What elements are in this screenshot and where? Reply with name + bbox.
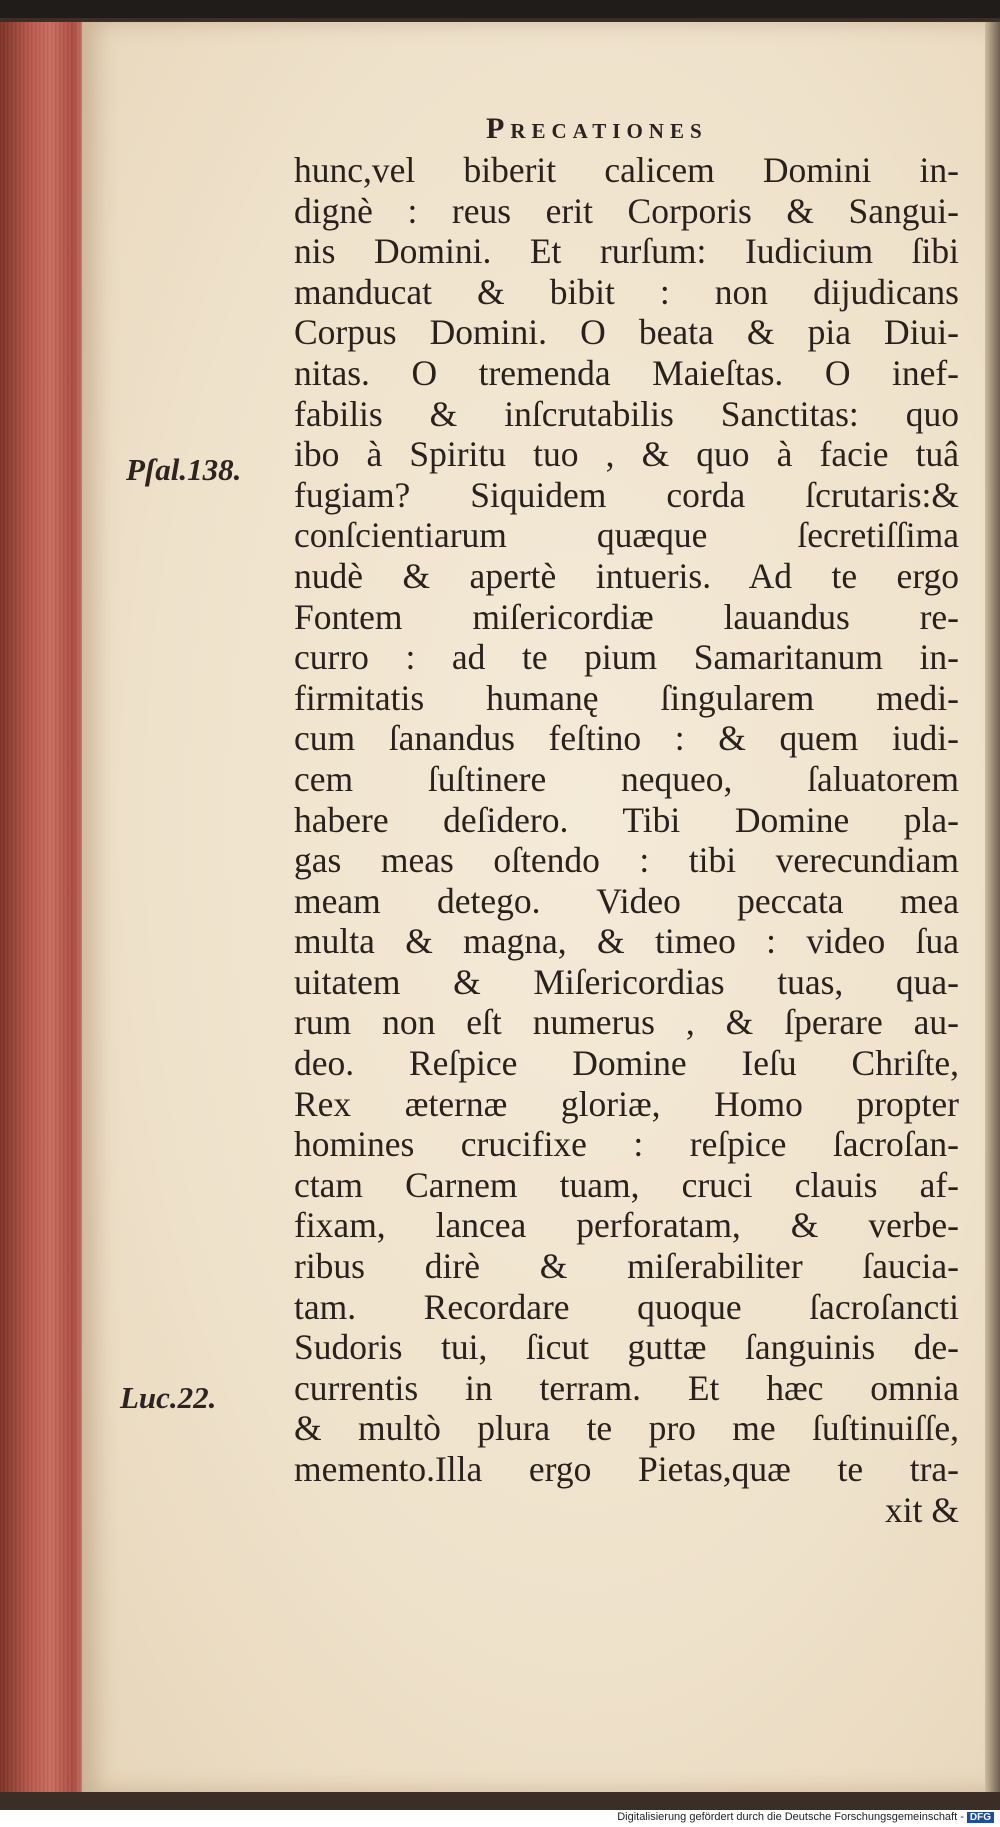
text-line: fabilis & inſcrutabilis Sanctitas: quo [294, 393, 959, 434]
text-line: nitas. O tremenda Maieſtas. O inef- [294, 352, 959, 393]
footer-credit [617, 1811, 994, 1823]
text-line: conſcientiarum quæque ſecretiſſima [294, 515, 959, 556]
text-line: uitatem & Miſericordias tuas, qua- [294, 961, 959, 1002]
body-text [294, 150, 959, 1530]
text-line: manducat & bibit : non dijudicans [294, 271, 959, 312]
text-line: deo. Reſpice Domine Ieſu Chriſte, [294, 1043, 959, 1084]
text-line: memento.Illa ergo Pietas,quæ te tra- [294, 1449, 959, 1489]
page-edge-texture [0, 22, 92, 1792]
text-line: Sudoris tui, ſicut guttæ ſanguinis de- [294, 1327, 959, 1368]
margin-note-luke: Luc.22. [120, 1380, 217, 1415]
text-line: currentis in terram. Et hæc omnia [294, 1367, 959, 1408]
text-line: homines crucifixe : reſpice ſacroſan- [294, 1124, 959, 1165]
text-line: tam. Recordare quoque ſacroſancti [294, 1286, 959, 1327]
text-line: fugiam? Siquidem corda ſcrutaris:& [294, 474, 959, 515]
text-line: Rex æternæ gloriæ, Homo propter [294, 1083, 959, 1124]
text-line: nis Domini. Et rurſum: Iudicium ſibi [294, 231, 959, 272]
footer-credit-text: Digitalisierung gefördert durch die Deutsche Forschungsgemeinschaft - [617, 1811, 964, 1823]
dfg-logo-icon: DFG [967, 1812, 994, 1823]
text-line: meam detego. Video peccata mea [294, 880, 959, 921]
text-line: ibo à Spiritu tuo , & quo à facie tuâ [294, 434, 959, 475]
text-line: cum ſanandus feſtino : & quem iudi- [294, 718, 959, 759]
text-line: nudè & apertè intueris. Ad te ergo [294, 555, 959, 596]
margin-note-psalm: Pſal.138. [126, 452, 242, 487]
text-line: curro : ad te pium Samaritanum in- [294, 637, 959, 678]
text-line: multa & magna, & timeo : video ſua [294, 921, 959, 962]
text-line: firmitatis humanę ſingularem medi- [294, 677, 959, 718]
text-line: gas meas oſtendo : tibi verecundiam [294, 840, 959, 881]
text-line: cem ſuſtinere nequeo, ſaluatorem [294, 758, 959, 799]
catchword-line: xit & [885, 1489, 959, 1530]
text-line: ctam Carnem tuam, cruci clauis af- [294, 1164, 959, 1205]
page-right-edge [985, 22, 1000, 1792]
text-line: rum non eſt numerus , & ſperare au- [294, 1002, 959, 1043]
text-line: Corpus Domini. O beata & pia Diui- [294, 312, 959, 353]
text-line: hunc,vel biberit calicem Domini in- [294, 150, 959, 190]
running-head: Precationes [486, 112, 708, 145]
text-line: & multò plura te pro me ſuſtinuiſſe, [294, 1408, 959, 1449]
text-line: habere deſidero. Tibi Domine pla- [294, 799, 959, 840]
text-line: fixam, lancea perforatam, & verbe- [294, 1205, 959, 1246]
text-line: ribus dirè & miſerabiliter ſaucia- [294, 1246, 959, 1287]
text-line: dignè : reus erit Corporis & Sangui- [294, 190, 959, 231]
text-line: Fontem miſericordiæ lauandus re- [294, 596, 959, 637]
